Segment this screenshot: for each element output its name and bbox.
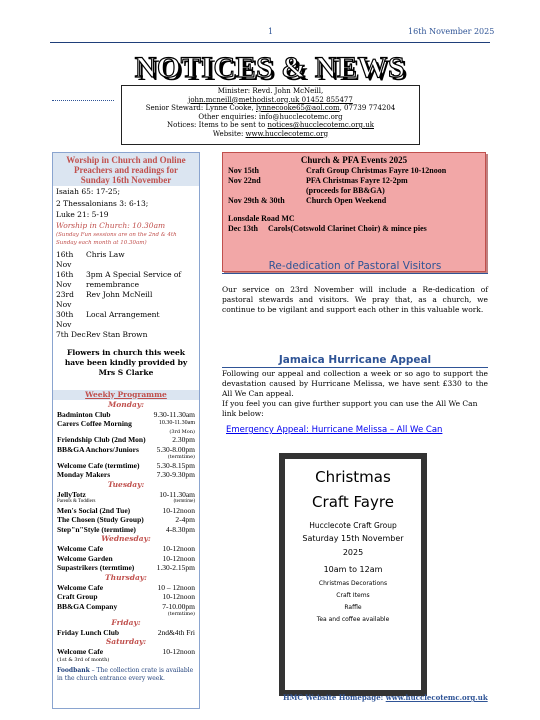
programme-note: (termtime): [167, 454, 195, 460]
contact-box: [121, 85, 420, 145]
footer-url-link[interactable]: www.hucclecotemc.org.uk: [385, 693, 488, 702]
website-link[interactable]: www.hucclecotemc.org: [245, 129, 329, 138]
programme-row: Craft Group 10-12noon: [57, 592, 195, 601]
programme-note: (1st & 3rd of month): [57, 656, 110, 663]
craft-fayre-poster: [279, 453, 427, 696]
programme-note: (termtime): [167, 611, 195, 617]
jamaica-text: Following our appeal and collection a week or so ago to support the devastation caused by Hurricane Melissa, we have sent £330 to the All We Can appeal. If you feel you can give further support you can use the All We Can link below:: [222, 369, 488, 418]
foodbank-notice: Foodbank – The collection crate is available in the church entrance every week.: [57, 667, 194, 682]
poster-item: Tea and coffee available: [316, 616, 390, 623]
enquiries-line: Other enquiries: info@hucclecotemc.org: [198, 112, 343, 121]
event-row: Nov 29th & 30th Church Open Weekend: [228, 196, 387, 205]
programme-row: Welcome Cafe 10-12noon: [57, 647, 195, 656]
emergency-appeal-link[interactable]: Emergency Appeal: Hurricane Melissa – All We Can: [226, 425, 443, 435]
programme-row: The Chosen (Study Group) 2-4pm: [57, 515, 195, 524]
steward-email-link[interactable]: lynnecooke65@aol.com: [255, 104, 340, 112]
day-heading: Monday:: [108, 399, 144, 409]
notices-line: Notices: Items to be sent to notices@hucclecotemc.org.uk: [166, 121, 374, 129]
events-box: [222, 152, 486, 272]
minister-contact-link[interactable]: john.mcneill@methodist.org.uk 01452 855477: [188, 95, 353, 104]
programme-row: Badminton Club 9.30-11.30am: [57, 409, 195, 419]
poster-year: 2025: [342, 548, 364, 557]
service-row: 7th Dec Rev Stan Brown: [56, 329, 148, 339]
programme-title: Weekly Programme: [53, 390, 199, 400]
reading: Isaiah 65: 17-25;: [56, 187, 120, 196]
programme-row: Welcome Cafe 10 – 12noon: [57, 582, 195, 592]
event-row: Nov 22nd PFA Christmas Fayre 12-2pm: [228, 176, 408, 185]
dotted-divider: [52, 100, 114, 101]
day-heading: Saturday:: [105, 637, 147, 646]
programme-row: Welcome Cafe 10-12noon: [57, 544, 195, 553]
poster-item: Raffle: [344, 604, 362, 611]
worship-sidebar: [52, 152, 200, 709]
programme-row: Supastrikers (termtime) 1.30-2.15pm: [57, 563, 195, 572]
day-heading: Tuesday:: [107, 479, 145, 489]
event-row: Dec 13th Carols(Cotswold Clarinet Choir) & mince pies: [228, 224, 427, 233]
service-row: 16th Nov Chris Law: [56, 249, 125, 269]
website-line: Website: www.hucclecotemc.org: [212, 129, 329, 138]
day-heading: Friday:: [111, 617, 141, 627]
day-heading: Thursday:: [105, 572, 147, 582]
service-time: Worship in Church: 10.30am: [56, 220, 166, 230]
events-title: Church & PFA Events 2025: [300, 155, 408, 165]
poster-item: Christmas Decorations: [318, 580, 388, 587]
service-row: 30th Nov Local Arrangement: [56, 309, 160, 329]
masthead-title: NOTICES & NEWS: [134, 51, 406, 84]
jamaica-title: Jamaica Hurricane Appeal: [222, 354, 488, 368]
poster-title-2: Craft Fayre: [312, 493, 394, 511]
poster-item: Craft Items: [336, 592, 370, 599]
programme-row: Men's Social (2nd Tue) 10-12noon: [57, 505, 195, 515]
poster-time: 10am to 12am: [323, 565, 383, 574]
poster-title-1: Christmas: [315, 468, 391, 486]
rededication-title: Re-dedication of Pastoral Visitors: [222, 260, 488, 274]
flowers-notice: Flowers in church this week have been kindly provided by Mrs S Clarke: [64, 347, 188, 377]
programme-row: Step"n"Style (termtime) 4-8.30pm: [57, 524, 195, 534]
day-heading: Wednesday:: [101, 534, 151, 543]
steward-line: Senior Steward: Lynne Cooke, lynnecooke65@aol.com, 07739 774204: [145, 104, 396, 112]
programme-row: BB&GA Company 7-10.00pm: [57, 601, 195, 611]
poster-date: Saturday 15th November: [302, 534, 404, 543]
worship-heading: Worship in Church and Online Preachers and readings for Sunday 16th November: [53, 153, 199, 186]
page-number: 1: [268, 27, 274, 36]
programme-row: Welcome Garden 10-12noon: [57, 553, 195, 563]
programme-row: JellyTotz 10-11.30am: [57, 489, 195, 499]
programme-row: Friendship Club (2nd Mon) 2.30pm: [57, 435, 195, 444]
service-row: 23rd Nov Rev John McNeill: [56, 289, 153, 309]
programme-row: Welcome Cafe (termtime) 5.30-8.15pm: [57, 460, 195, 470]
page-date: 16th November 2025: [408, 27, 495, 36]
sunday-fun-note-2: Sunday each month at 10.30am): [56, 239, 147, 246]
minister-line: Minister: Revd. John McNeill,: [217, 87, 324, 95]
event-row: Nov 15th Craft Group Christmas Fayre 10-12noon: [228, 166, 447, 175]
notices-email-link[interactable]: notices@hucclecotemc.org.uk: [267, 121, 374, 129]
programme-row: Friday Lunch Club 2nd&4th Fri: [57, 627, 195, 637]
programme-note-row: Parents & Toddlers (termtime): [57, 499, 195, 504]
event-venue: Lonsdale Road MC: [228, 214, 295, 223]
reading: 2 Thessalonians 3: 6-13;: [56, 198, 149, 208]
poster-inner: [285, 459, 421, 690]
footer-homepage: HMC Website Homepage: www.hucclecotemc.org.uk: [283, 693, 488, 702]
sunday-fun-note: (Sunday Fun sessions are on the 2nd & 4th: [56, 231, 177, 238]
programme-note: (3rd Mon): [169, 428, 195, 435]
poster-organiser: Hucclecote Craft Group: [309, 521, 397, 530]
rededication-text: Our service on 23rd November will include a Re-dedication of pastoral stewards and visitors. We pray that, as a church, we continue to be vigilant and support each other in this valuable work.: [222, 285, 488, 314]
programme-row: Carers Coffee Morning 10.30-11.30am: [57, 419, 195, 428]
event-sub: (proceeds for BB&GA): [306, 186, 385, 195]
programme-row: Monday Makers 7.30-9.30pm: [57, 470, 195, 479]
reading: Luke 21: 5-19: [56, 210, 109, 219]
service-row: 16th Nov 3pm A Special Service of remembrance: [56, 269, 182, 289]
programme-row: BB&GA Anchors/Juniors 5.30-8.00pm: [57, 444, 195, 454]
header-rule: [50, 42, 490, 43]
